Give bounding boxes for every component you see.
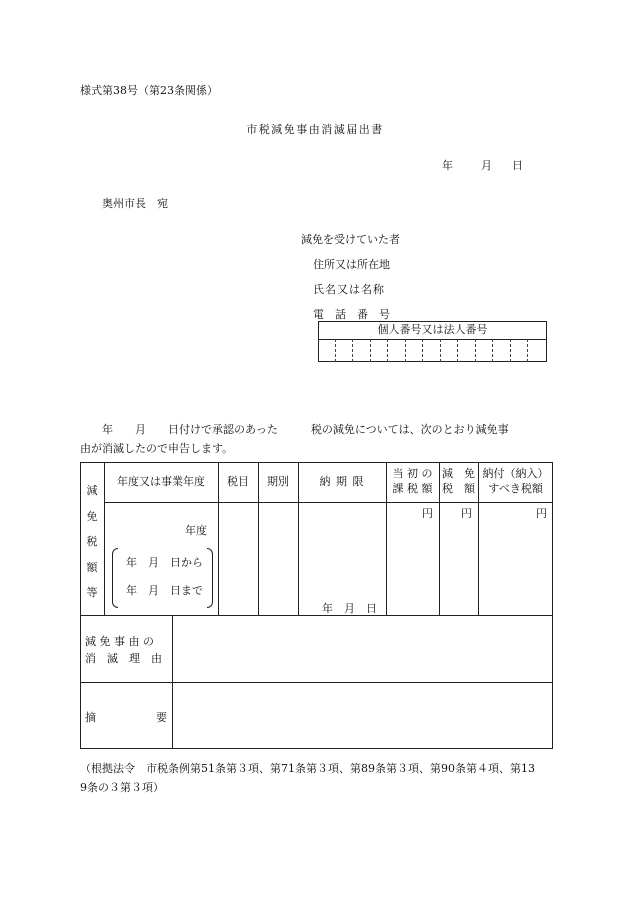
reason-label-line2: 消 滅 理 由: [85, 652, 162, 665]
header-fiscal-year: 年度又は事業年度: [117, 474, 205, 488]
reason-label-line1: 減 免 事 由 の: [85, 635, 154, 648]
header-initial-tax-line1: 当 初 の: [392, 467, 433, 481]
period-to: 年 月 日まで: [126, 584, 203, 597]
due-date-value: 年 月 日: [322, 602, 377, 615]
digit-separator: [405, 339, 406, 362]
period-from: 年 月 日から: [126, 556, 203, 569]
number-box-label: 個人番号又は法人番号: [377, 322, 488, 336]
addressee: 奥州市長 宛: [102, 197, 168, 210]
header-term: 期別: [267, 474, 289, 488]
date-year-label: 年: [442, 159, 453, 172]
header-initial-tax: [386, 462, 439, 502]
applicant-heading: 減免を受けていた者: [301, 233, 400, 246]
side-label-char: 免: [86, 509, 98, 523]
header-tax-item: 税目: [227, 474, 249, 488]
legal-basis-line1: （根拠法令 市税条例第51条第３項、第71条第３項、第89条第３項、第90条第４項、第13: [80, 762, 535, 775]
date-month-label: 月: [481, 159, 492, 172]
digit-separator: [422, 339, 423, 362]
name-label: 氏名又は名称: [313, 283, 385, 296]
side-label-char: 減: [86, 484, 98, 497]
digit-separator: [335, 339, 336, 362]
period-left-bracket: [112, 548, 118, 608]
digit-separator: [492, 339, 493, 362]
digit-separator: [475, 339, 476, 362]
form-title: 市税減免事由消滅届出書: [246, 123, 384, 136]
digit-separator: [457, 339, 458, 362]
yen-unit: 円: [422, 507, 433, 520]
header-due-date: 納 期 限: [319, 474, 365, 488]
date-day-label: 日: [512, 159, 523, 172]
yen-unit: 円: [536, 507, 547, 520]
address-label: 住所又は所在地: [313, 258, 390, 271]
side-label-char: 等: [86, 586, 98, 599]
header-payable-line2: すべき税額: [488, 482, 543, 495]
remarks-label-left: 摘: [85, 711, 96, 724]
header-exempt-amount-line1: 減 免: [442, 467, 475, 481]
header-exempt-amount-line2: 税 額: [442, 482, 475, 495]
table-rule: [104, 502, 553, 503]
header-payable: [478, 462, 553, 502]
table-rule: [80, 615, 553, 616]
phone-label: 電 話 番 号: [313, 308, 390, 321]
digit-separator: [387, 339, 388, 362]
header-payable-line1: 納付（納入）: [482, 467, 549, 481]
header-initial-tax-line2: 課 税 額: [392, 482, 433, 495]
side-label-char: 税: [86, 535, 98, 548]
digit-separator: [527, 339, 528, 362]
table-rule: [80, 682, 553, 683]
digit-separator: [352, 339, 353, 362]
statement-line-1: 年 月 日付けで承認のあった 税の減免については、次のとおり減免事: [80, 423, 509, 436]
yen-unit: 円: [461, 507, 472, 520]
form-number: 様式第38号（第23条関係）: [80, 84, 218, 97]
digit-separator: [440, 339, 441, 362]
exemption-table: [80, 462, 553, 749]
digit-separator: [510, 339, 511, 362]
tax-amount-side-label: [80, 482, 104, 600]
digit-separator: [370, 339, 371, 362]
legal-basis-line2: 9条の３第３項）: [80, 781, 164, 794]
header-exempt-amount: [439, 462, 478, 502]
side-label-char: 額: [86, 560, 98, 574]
statement-line-2: 由が消滅したので申告します。: [80, 442, 234, 455]
remarks-label-right: 要: [156, 711, 167, 724]
period-right-bracket: [207, 548, 213, 608]
year-unit: 年度: [185, 524, 207, 537]
